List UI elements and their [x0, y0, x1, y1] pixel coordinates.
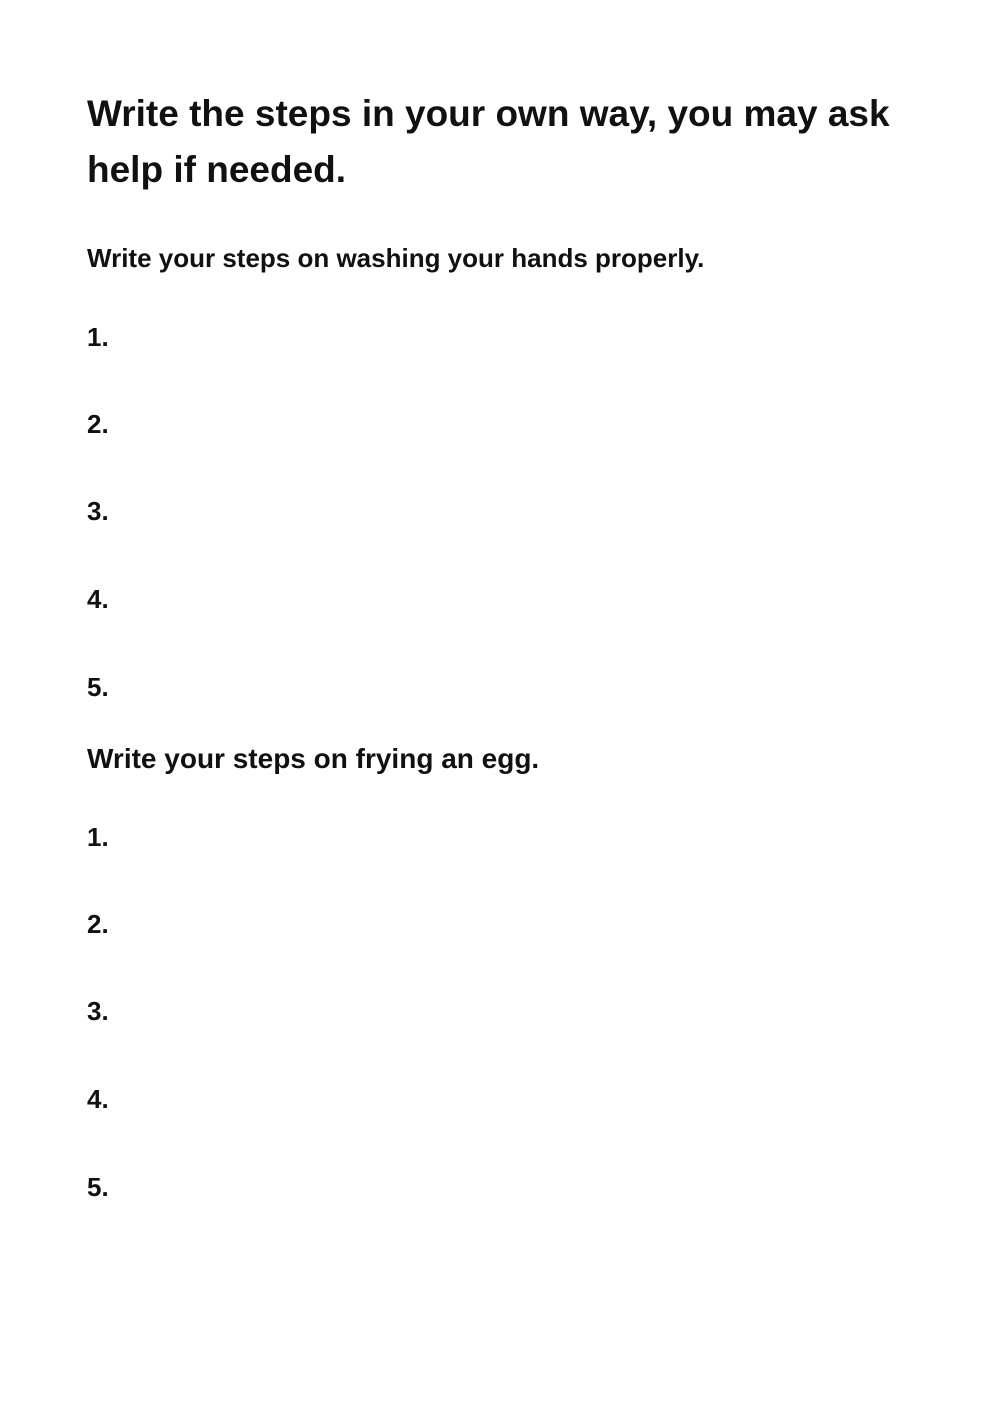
handwashing-step-2: 2.: [87, 409, 109, 439]
handwashing-step-5: 5.: [87, 672, 109, 702]
frying-egg-step-3: 3.: [87, 996, 109, 1026]
frying-egg-step-4: 4.: [87, 1084, 109, 1114]
section-prompt-frying-egg: Write your steps on frying an egg.: [87, 743, 540, 774]
frying-egg-step-1: 1.: [87, 822, 109, 852]
handwashing-step-4: 4.: [87, 584, 109, 614]
handwashing-step-3: 3.: [87, 496, 109, 526]
frying-egg-step-2: 2.: [87, 909, 109, 939]
handwashing-step-1: 1.: [87, 322, 109, 352]
section-prompt-handwashing: Write your steps on washing your hands properly.: [87, 243, 705, 273]
frying-egg-step-5: 5.: [87, 1172, 109, 1202]
worksheet-title: Write the steps in your own way, you may ask help if needed.: [87, 93, 890, 190]
